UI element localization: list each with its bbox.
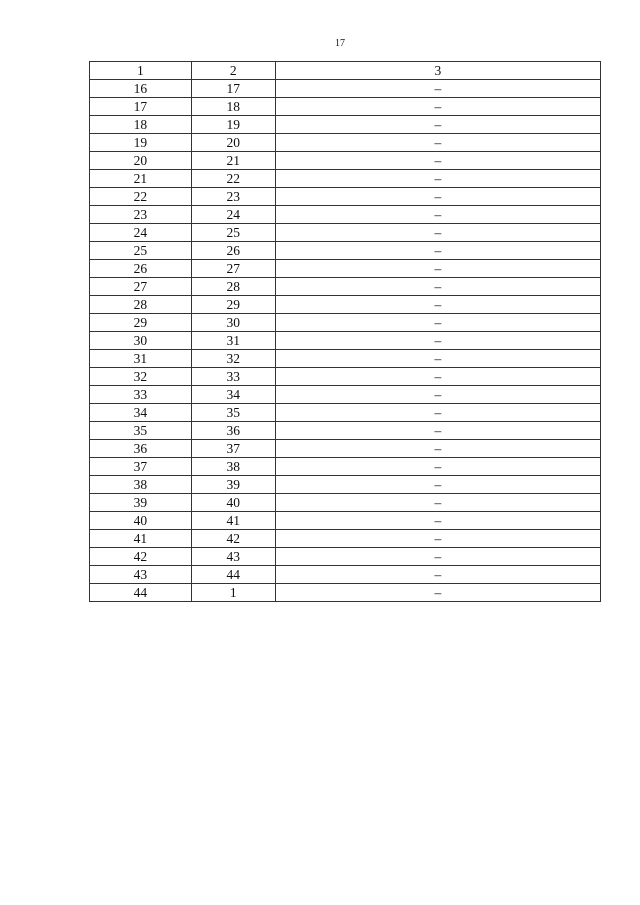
table-cell-col-3: – <box>275 224 600 242</box>
table-cell-col-3: – <box>275 584 600 602</box>
table-cell-col-3: – <box>275 404 600 422</box>
table-cell-col-1: 43 <box>90 566 192 584</box>
table-cell-col-1: 16 <box>90 80 192 98</box>
table-row <box>90 386 601 404</box>
table-cell-col-3: – <box>275 548 600 566</box>
table-cell-col-1: 41 <box>90 530 192 548</box>
table-cell-col-1: 31 <box>90 350 192 368</box>
table-row <box>90 134 601 152</box>
table-body <box>90 80 601 602</box>
table-cell-col-3: – <box>275 260 600 278</box>
table-row <box>90 584 601 602</box>
table-cell-col-3: – <box>275 440 600 458</box>
table-row <box>90 296 601 314</box>
table-cell-col-1: 34 <box>90 404 192 422</box>
page-number: 17 <box>335 38 345 49</box>
table-cell-col-2: 31 <box>191 332 275 350</box>
table-cell-col-2: 26 <box>191 242 275 260</box>
table-cell-col-3: – <box>275 350 600 368</box>
table-cell-col-3: – <box>275 368 600 386</box>
table-cell-col-1: 23 <box>90 206 192 224</box>
table-cell-col-1: 24 <box>90 224 192 242</box>
table-cell-col-2: 25 <box>191 224 275 242</box>
table-cell-col-3: – <box>275 170 600 188</box>
table-cell-col-2: 33 <box>191 368 275 386</box>
table-cell-col-1: 27 <box>90 278 192 296</box>
table-row <box>90 242 601 260</box>
column-header-3: 3 <box>275 62 600 80</box>
table-row <box>90 188 601 206</box>
table-cell-col-1: 19 <box>90 134 192 152</box>
table-row <box>90 224 601 242</box>
table-cell-col-1: 28 <box>90 296 192 314</box>
table-cell-col-2: 42 <box>191 530 275 548</box>
table-row <box>90 566 601 584</box>
table-cell-col-2: 17 <box>191 80 275 98</box>
table-row <box>90 278 601 296</box>
table-header-row <box>90 62 601 80</box>
table-cell-col-3: – <box>275 206 600 224</box>
table-cell-col-3: – <box>275 296 600 314</box>
table-row <box>90 476 601 494</box>
table-cell-col-2: 39 <box>191 476 275 494</box>
table-cell-col-2: 20 <box>191 134 275 152</box>
table-cell-col-2: 35 <box>191 404 275 422</box>
table-cell-col-1: 17 <box>90 98 192 116</box>
table-cell-col-3: – <box>275 494 600 512</box>
table-row <box>90 350 601 368</box>
table-cell-col-3: – <box>275 98 600 116</box>
table-cell-col-2: 41 <box>191 512 275 530</box>
table-cell-col-3: – <box>275 386 600 404</box>
table-cell-col-2: 44 <box>191 566 275 584</box>
table-row <box>90 368 601 386</box>
table-cell-col-1: 33 <box>90 386 192 404</box>
table-cell-col-1: 21 <box>90 170 192 188</box>
table-cell-col-3: – <box>275 188 600 206</box>
table-row <box>90 512 601 530</box>
table-cell-col-1: 22 <box>90 188 192 206</box>
table-cell-col-2: 38 <box>191 458 275 476</box>
table-row <box>90 206 601 224</box>
table-row <box>90 260 601 278</box>
table-cell-col-3: – <box>275 242 600 260</box>
table-row <box>90 440 601 458</box>
table-cell-col-1: 18 <box>90 116 192 134</box>
table-cell-col-3: – <box>275 152 600 170</box>
table-cell-col-3: – <box>275 314 600 332</box>
table-cell-col-3: – <box>275 566 600 584</box>
table-cell-col-1: 37 <box>90 458 192 476</box>
table-cell-col-2: 37 <box>191 440 275 458</box>
table-cell-col-2: 19 <box>191 116 275 134</box>
table-cell-col-1: 26 <box>90 260 192 278</box>
table-cell-col-1: 40 <box>90 512 192 530</box>
table-cell-col-1: 20 <box>90 152 192 170</box>
table-cell-col-3: – <box>275 512 600 530</box>
table-row <box>90 548 601 566</box>
table-row <box>90 530 601 548</box>
table-cell-col-1: 42 <box>90 548 192 566</box>
table-row <box>90 170 601 188</box>
data-table <box>89 61 601 602</box>
table-cell-col-3: – <box>275 476 600 494</box>
table-cell-col-2: 1 <box>191 584 275 602</box>
table-cell-col-2: 23 <box>191 188 275 206</box>
table-cell-col-2: 29 <box>191 296 275 314</box>
column-header-2: 2 <box>191 62 275 80</box>
table-cell-col-1: 30 <box>90 332 192 350</box>
table-cell-col-1: 38 <box>90 476 192 494</box>
table-cell-col-1: 36 <box>90 440 192 458</box>
table-cell-col-3: – <box>275 80 600 98</box>
table-row <box>90 422 601 440</box>
table-row <box>90 332 601 350</box>
table-cell-col-3: – <box>275 458 600 476</box>
table-cell-col-3: – <box>275 332 600 350</box>
table-cell-col-3: – <box>275 278 600 296</box>
table-cell-col-3: – <box>275 530 600 548</box>
table-row <box>90 494 601 512</box>
table-row <box>90 458 601 476</box>
table-row <box>90 152 601 170</box>
table-cell-col-2: 21 <box>191 152 275 170</box>
table-row <box>90 98 601 116</box>
table-cell-col-2: 22 <box>191 170 275 188</box>
table-cell-col-2: 40 <box>191 494 275 512</box>
table-cell-col-3: – <box>275 134 600 152</box>
table-cell-col-1: 29 <box>90 314 192 332</box>
table-cell-col-1: 32 <box>90 368 192 386</box>
table-cell-col-2: 30 <box>191 314 275 332</box>
table-row <box>90 80 601 98</box>
table-cell-col-2: 32 <box>191 350 275 368</box>
table-row <box>90 314 601 332</box>
table-cell-col-2: 18 <box>191 98 275 116</box>
table-cell-col-2: 43 <box>191 548 275 566</box>
table-cell-col-1: 44 <box>90 584 192 602</box>
table-cell-col-3: – <box>275 422 600 440</box>
table-cell-col-2: 24 <box>191 206 275 224</box>
column-header-1: 1 <box>90 62 192 80</box>
table-row <box>90 116 601 134</box>
table-cell-col-1: 39 <box>90 494 192 512</box>
table-cell-col-2: 36 <box>191 422 275 440</box>
table-cell-col-2: 27 <box>191 260 275 278</box>
table-cell-col-1: 35 <box>90 422 192 440</box>
table-cell-col-3: – <box>275 116 600 134</box>
table-cell-col-1: 25 <box>90 242 192 260</box>
table-cell-col-2: 34 <box>191 386 275 404</box>
table-cell-col-2: 28 <box>191 278 275 296</box>
table-row <box>90 404 601 422</box>
